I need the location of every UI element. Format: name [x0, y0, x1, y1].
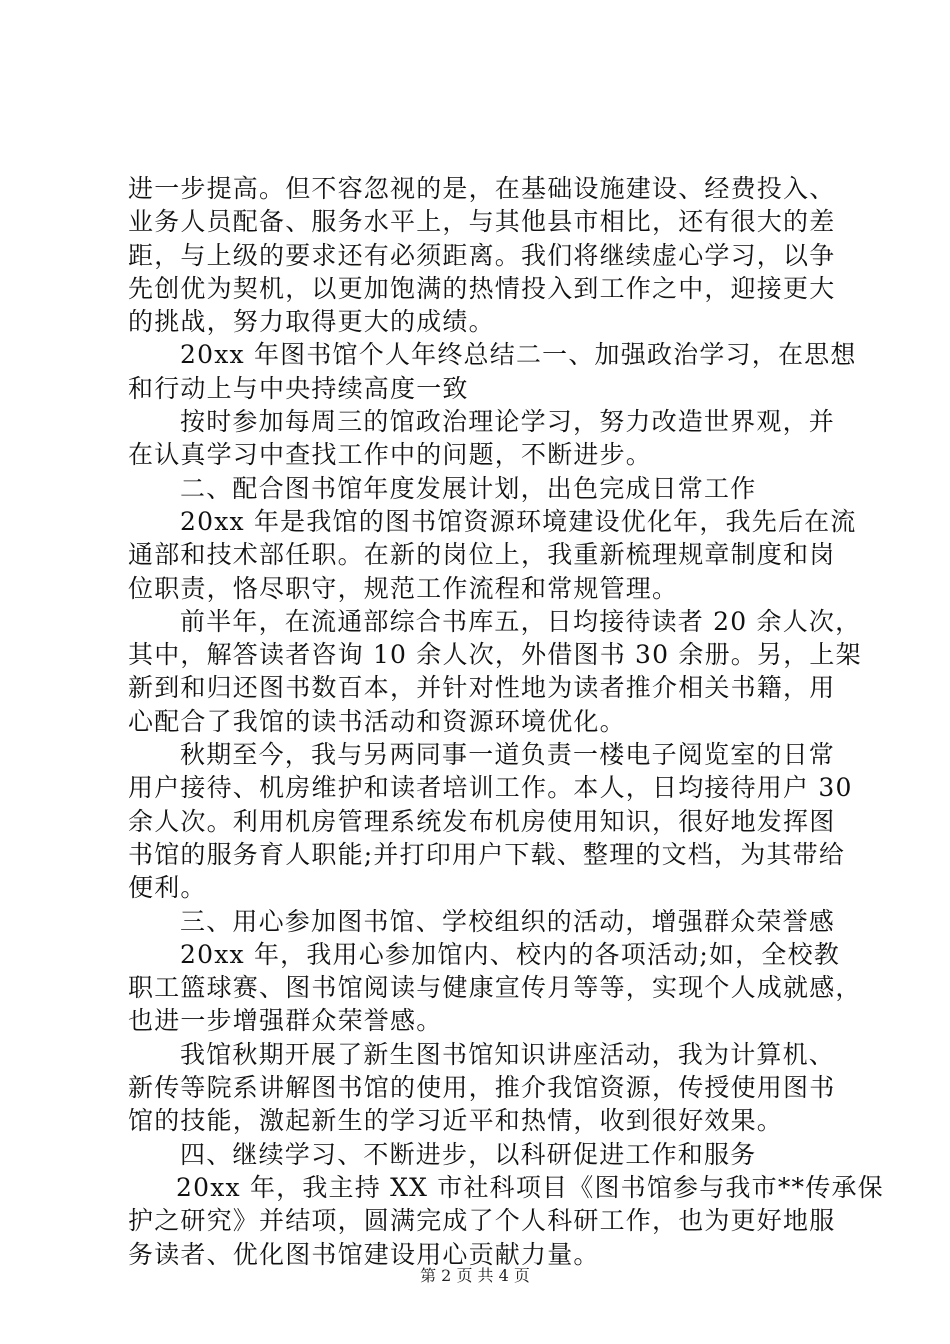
text-line: 20xx 年，我用心参加馆内、校内的各项活动;如，全校教 [180, 939, 840, 969]
text-line: 20xx 年图书馆个人年终总结二一、加强政治学习，在思想 [180, 340, 857, 370]
text-line: 在认真学习中查找工作中的问题，不断进步。 [128, 440, 653, 470]
text-line: 的挑战，努力取得更大的成绩。 [128, 307, 495, 337]
page-footer: 第 2 页 共 4 页 [420, 1266, 530, 1285]
text-line: 20xx 年是我馆的图书馆资源环境建设优化年，我先后在流 [180, 506, 857, 536]
section-heading: 二、配合图书馆年度发展计划，出色完成日常工作 [180, 473, 757, 503]
text-line: 馆的技能，激起新生的学习近平和热情，收到很好效果。 [128, 1106, 784, 1136]
text-line: 便利。 [128, 873, 207, 903]
text-line: 先创优为契机，以更加饱满的热情投入到工作之中，迎接更大 [128, 273, 836, 303]
text-line: 其中，解答读者咨询 10 余人次，外借图书 30 余册。另，上架 [128, 640, 862, 670]
text-line: 秋期至今，我与另两同事一道负责一楼电子阅览室的日常 [180, 740, 836, 770]
text-line: 我馆秋期开展了新生图书馆知识讲座活动，我为计算机、 [180, 1039, 836, 1069]
text-line: 职工篮球赛、图书馆阅读与健康宣传月等等，实现个人成就感， [128, 973, 862, 1003]
body-text [128, 172, 884, 1271]
text-line: 余人次。利用机房管理系统发布机房使用知识，很好地发挥图 [128, 806, 836, 836]
text-line: 也进一步增强群众荣誉感。 [128, 1006, 443, 1036]
text-line: 20xx 年，我主持 XX 市社科项目《图书馆参与我市**传承保 [176, 1172, 884, 1202]
text-line: 进一步提高。但不容忽视的是，在基础设施建设、经费投入、 [128, 174, 836, 203]
text-line: 位职责，恪尽职守，规范工作流程和常规管理。 [128, 573, 679, 603]
section-heading: 三、用心参加图书馆、学校组织的活动，增强群众荣誉感 [180, 906, 836, 936]
text-line: 新到和归还图书数百本，并针对性地为读者推介相关书籍，用 [128, 673, 836, 703]
text-line: 护之研究》并结项，圆满完成了个人科研工作，也为更好地服 [128, 1206, 836, 1236]
text-line: 用户接待、机房维护和读者培训工作。本人，日均接待用户 30 [128, 773, 853, 803]
section-heading: 四、继续学习、不断进步，以科研促进工作和服务 [180, 1139, 757, 1169]
text-line: 心配合了我馆的读书活动和资源环境优化。 [128, 706, 626, 736]
text-line: 距，与上级的要求还有必须距离。我们将继续虚心学习，以争 [128, 240, 836, 270]
text-line: 按时参加每周三的馆政治理论学习，努力改造世界观，并 [180, 407, 836, 437]
text-line: 通部和技术部任职。在新的岗位上，我重新梳理规章制度和岗 [128, 540, 836, 570]
text-line: 新传等院系讲解图书馆的使用，推介我馆资源，传授使用图书 [128, 1073, 836, 1103]
text-line: 业务人员配备、服务水平上，与其他县市相比，还有很大的差 [128, 207, 836, 237]
text-line: 务读者、优化图书馆建设用心贡献力量。 [128, 1239, 600, 1269]
text-line: 书馆的服务育人职能;并打印用户下载、整理的文档，为其带给 [128, 839, 846, 869]
text-line: 和行动上与中央持续高度一致 [128, 373, 469, 403]
text-line: 前半年，在流通部综合书库五，日均接待读者 20 余人次， [180, 606, 862, 636]
